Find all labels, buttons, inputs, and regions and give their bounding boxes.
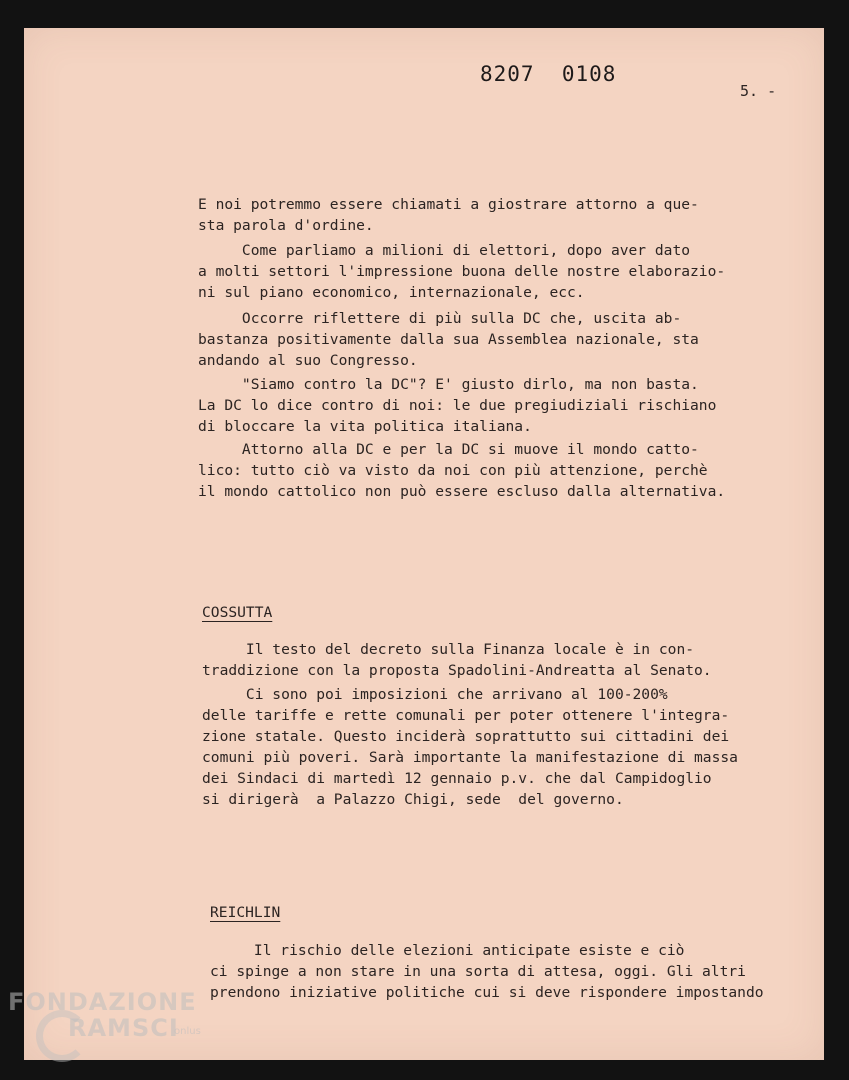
archive-stamp: 8207 0108	[480, 62, 617, 86]
paragraph: Il rischio delle elezioni anticipate esiste e ciò ci spinge a non stare in una sorta di attesa, oggi. Gli altri prendono iniziative politiche cui si deve rispondere impostando	[210, 942, 764, 1001]
paragraph: Il testo del decreto sulla Finanza locale è in con- traddizione con la proposta Spadolini-Andreatta al Senato.	[202, 641, 712, 679]
paragraph: Occorre riflettere di più sulla DC che, uscita ab- bastanza positivamente dalla sua Assemblea nazionale, sta andando al suo Congresso.	[198, 310, 699, 369]
document-page	[24, 28, 824, 1060]
paragraph: "Siamo contro la DC"? E' giusto dirlo, ma non basta. La DC lo dice contro di noi: le due pregiudiziali rischiano di bloccare la vita politica italiana.	[198, 376, 717, 435]
paragraph: Attorno alla DC e per la DC si muove il mondo catto- lico: tutto ciò va visto da noi con più attenzione, perchè il mondo cattolico non può essere escluso dalla alternativa.	[198, 441, 726, 500]
logo-line-1: FONDAZIONE	[8, 988, 197, 1016]
page-number: 5. -	[740, 82, 777, 100]
speaker-heading: COSSUTTA	[202, 604, 273, 621]
paragraph: Come parliamo a milioni di elettori, dopo aver dato a molti settori l'impressione buona delle nostre elaborazio- ni sul piano economico, internazionale, ecc.	[198, 242, 726, 301]
speaker-heading: REICHLIN	[210, 904, 281, 921]
logo-line-3: onlus	[174, 1026, 201, 1037]
paragraph: E noi potremmo essere chiamati a giostrare attorno a que- sta parola d'ordine.	[198, 196, 699, 234]
logo-line-2: RAMSCI	[68, 1014, 179, 1042]
paragraph: Ci sono poi imposizioni che arrivano al 100-200% delle tariffe e rette comunali per poter ottenere l'integra- zione statale. Questo inciderà soprattutto sui cittadini dei comuni più poveri. Sarà importante la manifestazione di massa dei Sindaci di martedì 12 gennaio p.v. che dal Campidoglio si dirigerà a Palazzo Chigi, sede del governo.	[202, 686, 738, 808]
